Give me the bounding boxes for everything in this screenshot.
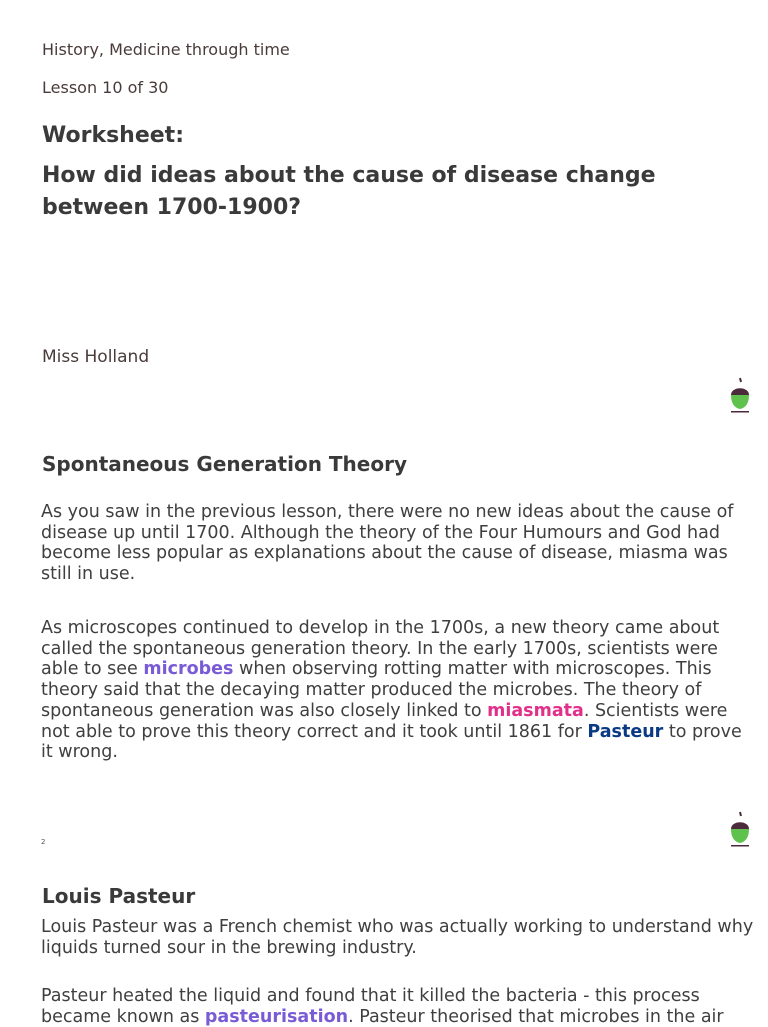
lesson-number: Lesson 10 of 30: [42, 78, 169, 97]
paragraph-pasteurisation: [41, 986, 757, 1027]
page-number: 2: [41, 838, 46, 846]
text-run: As microscopes continued to develop in the 1700s, a new theory came about called the spontaneous generation theory. In the early 1700s, scientists were able to see: [41, 618, 720, 680]
acorn-icon: [728, 810, 752, 850]
text-run: . Pasteur theorised that microbes in the air: [348, 1006, 724, 1027]
keyword-pasteurisation: pasteurisation: [204, 1006, 349, 1027]
paragraph-intro: As you saw in the previous lesson, there were no new ideas about the cause of disease up until 1700. Although the theory of the Four Humours and God had become less popular as explanations about the cause of disease, miasma was still in use.: [41, 502, 734, 585]
keyword-microbes: microbes: [143, 659, 234, 680]
worksheet-title: How did ideas about the cause of disease change between 1700-1900?: [42, 163, 656, 220]
cover-page: [0, 0, 768, 430]
keyword-miasmata: miasmata: [487, 700, 584, 721]
text-run: to prove it wrong.: [41, 721, 742, 763]
keyword-pasteur: Pasteur: [587, 721, 664, 742]
subject-label: History, Medicine through time: [42, 40, 290, 59]
section-heading-louis-pasteur: Louis Pasteur: [42, 884, 196, 908]
section-heading-spontaneous-generation: Spontaneous Generation Theory: [42, 452, 407, 476]
text-run: . Scientists were not able to prove this theory correct and it took until 1861 for: [41, 700, 728, 742]
content-page-3: [0, 860, 768, 1027]
acorn-icon: [728, 376, 752, 416]
paragraph-pasteur-intro: Louis Pasteur was a French chemist who was actually working to understand why liquids turned sour in the brewing industry.: [41, 917, 754, 958]
text-run: Pasteur heated the liquid and found that it killed the bacteria - this process became known as: [41, 986, 700, 1027]
text-run: when observing rotting matter with microscopes. This theory said that the decaying matter produced the microbes. The theory of spontaneous generation was also closely linked to: [41, 659, 712, 721]
teacher-name: Miss Holland: [42, 347, 150, 367]
paragraph-microscopes: [41, 618, 757, 763]
content-page-2: [0, 430, 768, 860]
worksheet-label: Worksheet:: [42, 123, 184, 148]
